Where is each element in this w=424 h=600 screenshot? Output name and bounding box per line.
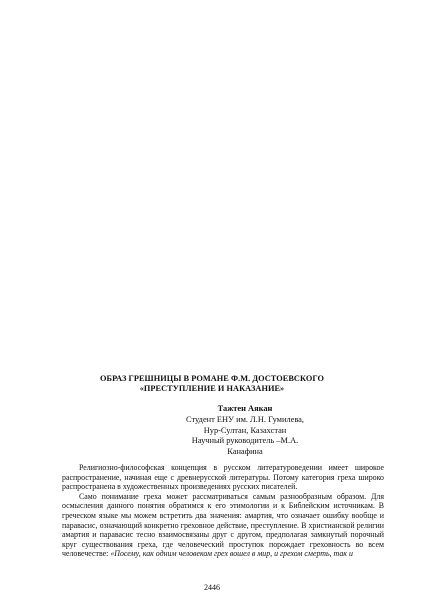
paragraph-1 bbox=[62, 463, 384, 492]
article-title-line-2: «ПРЕСТУПЛЕНИЕ И НАКАЗАНИЕ» bbox=[139, 384, 285, 393]
supervisor: Научный руководитель –М.А. Канафина bbox=[191, 436, 299, 457]
author-name: Тажтен Аякан bbox=[217, 404, 273, 413]
bible-quote: «Посему, как одним человеком грех вошел в мир, и грехом смерть, так и bbox=[110, 549, 353, 559]
paragraph-2-text: Само понимание греха может рассматриваться самым разнообразным образом. Для осмысления данного понятия обратимся к его этимологии и к Библейским источникам. В греческом языке мы можем встретить два значения: амартия, что означает ошибку вообще и паравасис, означающий конкретно греховное действие, преступление. В христианской религии амартия и паравасис тесно взаимосвязаны друг с другом, предполагая замкнутый порочный круг существования греха, где человеческий проступок порождает греховность во всем человечестве: bbox=[62, 491, 384, 559]
paragraph-1-text: Религиозно-философская концепция в русском литературоведении имеет широкое распространение, начиная еще с древнерусской литературы. Потому категория греха широко распространена в художественных произведениях русских писателей. bbox=[62, 463, 384, 492]
author-location: Нур-Султан, Казахстан bbox=[203, 425, 287, 435]
paragraph-2 bbox=[62, 492, 384, 559]
article-title-line-1: ОБРАЗ ГРЕШНИЦЫ В РОМАНЕ Ф.М. ДОСТОЕВСКОГО bbox=[100, 374, 324, 383]
page-number: 2446 bbox=[204, 583, 220, 592]
article-body bbox=[62, 463, 384, 559]
author-affiliation: Студент ЕНУ им. Л.Н. Гумилева, bbox=[186, 414, 304, 424]
author-block bbox=[180, 404, 310, 458]
